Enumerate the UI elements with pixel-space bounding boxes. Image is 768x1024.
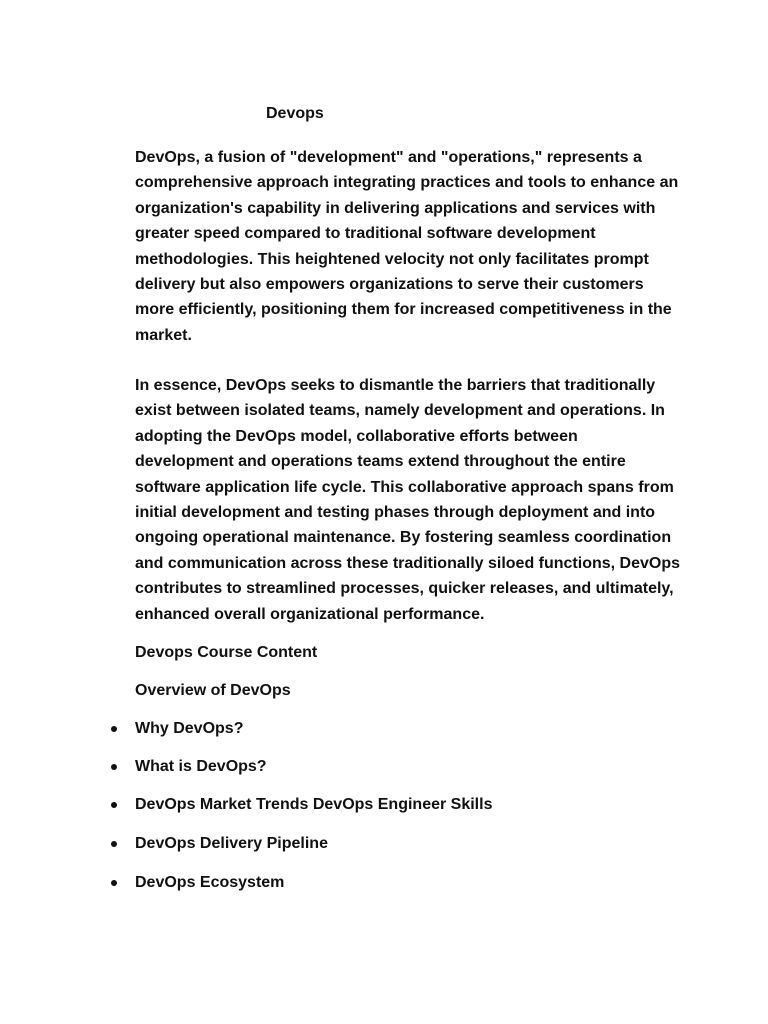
bullet-icon — [111, 764, 117, 770]
page-title: Devops — [266, 105, 324, 122]
list-item-text: DevOps Ecosystem — [135, 874, 285, 891]
bullet-icon — [111, 726, 117, 732]
list-item-text: Why DevOps? — [135, 720, 244, 737]
bullet-icon — [111, 802, 117, 808]
list-item-text: What is DevOps? — [135, 758, 267, 775]
list-item-text: DevOps Market Trends DevOps Engineer Skills — [135, 796, 493, 813]
bullet-icon — [111, 841, 117, 847]
intro-paragraph: DevOps, a fusion of "development" and "operations," represents a comprehensive approach integrating practices and tools to enhance an organization's capability in delivering applications and services with greater speed compared to traditional software development methodologies. This heightened velocity not only facilitates prompt delivery but also empowers organizations to serve their customers more efficiently, positioning them for increased competitiveness in the market. — [135, 149, 679, 344]
course-content-heading: Devops Course Content — [135, 644, 318, 661]
essence-paragraph: In essence, DevOps seeks to dismantle the barriers that traditionally exist between isolated teams, namely development and operations. In adopting the DevOps model, collaborative efforts between development and operations teams extend throughout the entire software application life cycle. This collaborative approach spans from initial development and testing phases through deployment and into ongoing operational maintenance. By fostering seamless coordination and communication across these traditionally siloed functions, DevOps contributes to streamlined processes, quicker releases, and ultimately, enhanced overall organizational performance. — [135, 377, 681, 623]
list-item-text: DevOps Delivery Pipeline — [135, 835, 328, 852]
overview-heading: Overview of DevOps — [135, 682, 291, 699]
bullet-icon — [111, 880, 117, 886]
